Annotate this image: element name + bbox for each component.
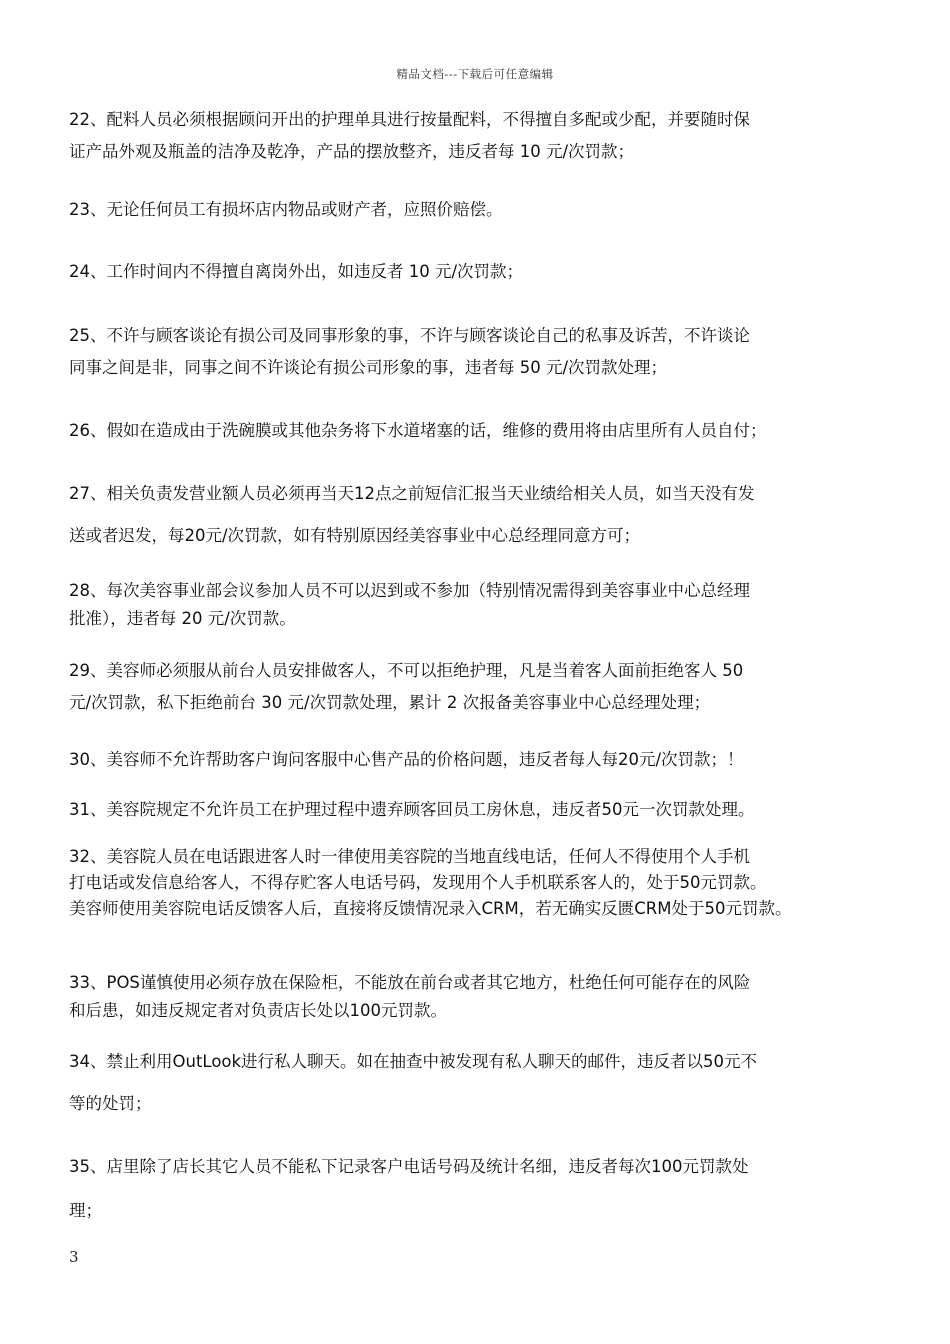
rule-32 <box>69 844 869 922</box>
rule-26-line-1: 26、假如在造成由于洗碗膜或其他杂务将下水道堵塞的话，维修的费用将由店里所有人员自付； <box>69 421 767 440</box>
rule-27-line-1: 27、相关负责发营业额人员必须再当天12点之前短信汇报当天业绩给相关人员，如当天没有发 <box>69 484 755 503</box>
rule-23 <box>69 194 869 226</box>
rule-31-line-1: 31、美容院规定不允许员工在护理过程中遗弃顾客回员工房休息，违反者50元一次罚款处理。 <box>69 800 755 819</box>
rule-25-line-1: 25、不许与顾客谈论有损公司及同事形象的事，不许与顾客谈论自己的私事及诉苦，不许谈论 <box>69 326 750 345</box>
rule-35 <box>69 1145 869 1233</box>
rule-29-line-1: 29、美容师必须服从前台人员安排做客人，不可以拒绝护理，凡是当着客人面前拒绝客人 50 <box>69 661 744 680</box>
rule-25 <box>69 320 869 384</box>
rule-23-line-1: 23、无论任何员工有损坏店内物品或财产者，应照价赔偿。 <box>69 200 503 219</box>
rule-30-line-1: 30、美容师不允许帮助客户询问客服中心售产品的价格问题，违反者每人每20元/次罚款；！ <box>69 750 744 769</box>
rule-31 <box>69 794 869 826</box>
rule-28-line-1: 28、每次美容事业部会议参加人员不可以迟到或不参加（特别情况需得到美容事业中心总经理 <box>69 581 750 600</box>
rule-30 <box>69 744 869 776</box>
page-header: 精品文档---下载后可任意编辑 <box>396 67 554 81</box>
rule-27-line-2: 送或者迟发，每20元/次罚款，如有特别原因经美容事业中心总经理同意方可； <box>69 526 641 545</box>
rule-33-line-1: 33、POS谨慎使用必须存放在保险柜，不能放在前台或者其它地方，杜绝任何可能存在的风险 <box>69 973 751 992</box>
rule-34-line-2: 等的处罚； <box>69 1094 152 1113</box>
rule-32-line-1: 32、美容院人员在电话跟进客人时一律使用美容院的当地直线电话，任何人不得使用个人手机 <box>69 847 750 866</box>
rule-27 <box>69 473 869 557</box>
rule-22-line-2: 证产品外观及瓶盖的洁净及乾净，产品的摆放整齐，违反者每 10 元/次罚款； <box>69 142 635 161</box>
rule-24-line-1: 24、工作时间内不得擅自离岗外出，如违反者 10 元/次罚款； <box>69 262 524 281</box>
rule-24 <box>69 256 869 288</box>
rule-34-line-1: 34、禁止利用OutLook进行私人聊天。如在抽查中被发现有私人聊天的邮件，违反者以50元不 <box>69 1052 758 1071</box>
rule-32-line-3: 美容师使用美容院电话反馈客人后，直接将反馈情况录入CRM，若无确实反匮CRM处于50元罚款。 <box>69 899 792 918</box>
page-number: 3 <box>69 1248 79 1266</box>
rule-33 <box>69 969 869 1025</box>
rule-22-line-1: 22、配料人员必须根据顾问开出的护理单具进行按量配料，不得擅自多配或少配，并要随时保 <box>69 110 750 129</box>
rule-25-line-2: 同事之间是非，同事之间不许谈论有损公司形象的事，违者每 50 元/次罚款处理； <box>69 358 668 377</box>
rule-29-line-2: 元/次罚款，私下拒绝前台 30 元/次罚款处理，累计 2 次报备美容事业中心总经理处理； <box>69 693 711 712</box>
rule-32-line-2: 打电话或发信息给客人，不得存贮客人电话号码，发现用个人手机联系客人的，处于50元罚款。 <box>69 873 767 892</box>
rule-28-line-2: 批准），违者每 20 元/次罚款。 <box>69 609 296 628</box>
rule-26 <box>69 415 869 447</box>
rule-35-line-1: 35、店里除了店长其它人员不能私下记录客户电话号码及统计名细，违反者每次100元罚款处 <box>69 1157 749 1176</box>
rule-35-line-2: 理； <box>69 1201 102 1220</box>
rule-28 <box>69 577 869 633</box>
rule-29 <box>69 655 869 719</box>
rule-22 <box>69 104 869 168</box>
rule-34 <box>69 1041 869 1125</box>
rule-33-line-2: 和后患，如违反规定者对负责店长处以100元罚款。 <box>69 1001 447 1020</box>
